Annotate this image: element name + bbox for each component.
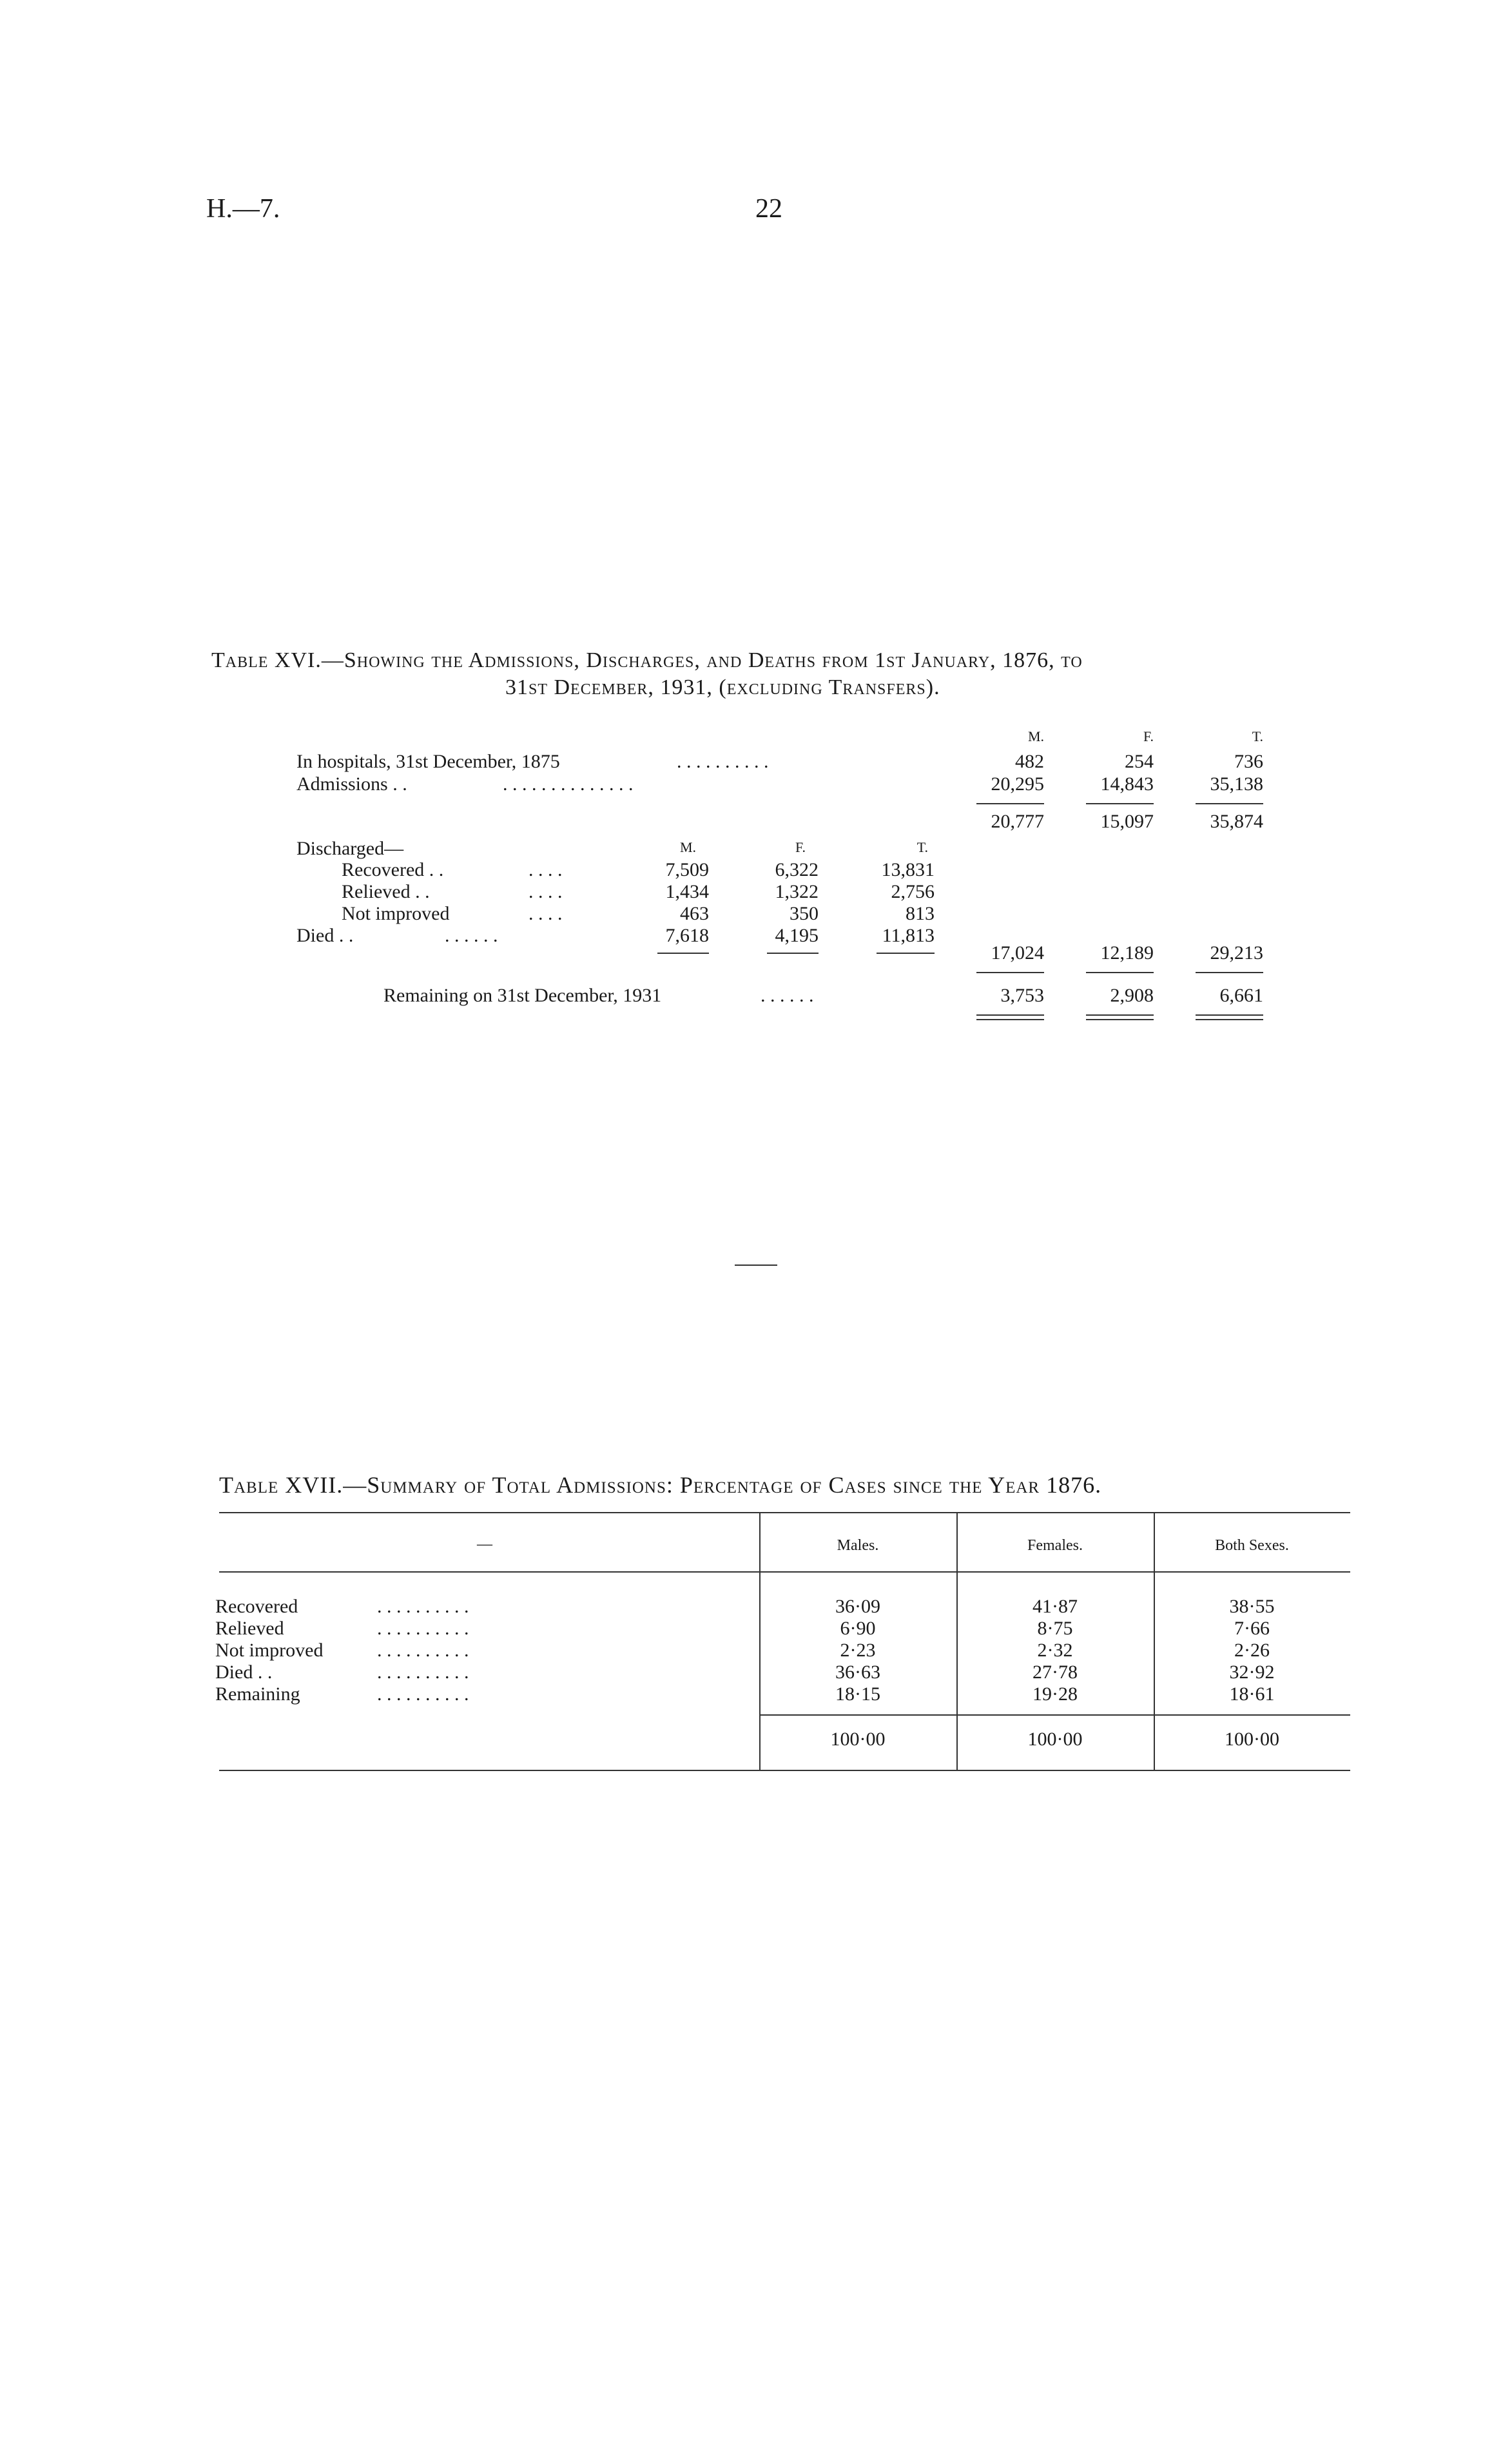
leader-dots: . . . . bbox=[528, 859, 563, 880]
stub-header: — bbox=[477, 1536, 492, 1553]
relieved-males: 6·90 bbox=[840, 1618, 876, 1639]
leader-dots: . . . . bbox=[528, 903, 563, 924]
leader-dots: . . . . bbox=[528, 881, 563, 902]
row-label-died: Died . . bbox=[215, 1662, 273, 1683]
col-header-total: T. bbox=[1252, 728, 1263, 744]
rule bbox=[767, 953, 819, 954]
died-males: 36·63 bbox=[835, 1662, 880, 1683]
double-rule bbox=[1196, 1014, 1263, 1020]
relieved-t: 2,756 bbox=[891, 881, 935, 902]
row-label-relieved: Relieved bbox=[215, 1618, 284, 1639]
died-m: 7,618 bbox=[665, 925, 709, 946]
recovered-t: 13,831 bbox=[881, 859, 935, 880]
not-improved-m: 463 bbox=[680, 903, 709, 924]
row-label: Died . . bbox=[296, 925, 354, 946]
relieved-f: 1,322 bbox=[775, 881, 819, 902]
leader-dots: . . . . . . . . . . bbox=[377, 1596, 469, 1617]
subtotal-m: 20,777 bbox=[991, 811, 1044, 832]
header-rule bbox=[219, 1571, 1350, 1573]
row-label-not-improved: Not improved bbox=[215, 1640, 324, 1661]
leader-dots: . . . . . . bbox=[445, 925, 498, 946]
double-rule bbox=[976, 1014, 1044, 1020]
remaining-label: Remaining on 31st December, 1931 bbox=[383, 985, 662, 1006]
leader-dots: . . . . . . . . . . . . . . bbox=[503, 773, 634, 795]
leader-dots: . . . . . . . . . . bbox=[677, 751, 769, 772]
table-xvi-title-line2: 31st December, 1931, (excluding Transfers). bbox=[505, 675, 940, 699]
table-xvii-title: Table XVII.—Summary of Total Admissions: Percentage of Cases since the Year 1876. bbox=[219, 1472, 1102, 1498]
rule bbox=[1196, 972, 1263, 973]
table-top-rule bbox=[219, 1512, 1350, 1513]
table-xvi-title-line1: Table XVI.—Showing the Admissions, Discharges, and Deaths from 1st January, 1876, to bbox=[211, 648, 1083, 672]
recovered-both: 38·55 bbox=[1229, 1596, 1275, 1617]
not-improved-both: 2·26 bbox=[1234, 1640, 1270, 1661]
not-improved-t: 813 bbox=[906, 903, 935, 924]
recovered-m: 7,509 bbox=[665, 859, 709, 880]
table-bottom-rule bbox=[219, 1770, 1350, 1771]
header-males: Males. bbox=[837, 1537, 879, 1554]
remaining-males: 18·15 bbox=[835, 1683, 880, 1705]
not-improved-females: 2·32 bbox=[1037, 1640, 1073, 1661]
row-label: Relieved . . bbox=[342, 881, 430, 902]
leader-dots: . . . . . . . . . . bbox=[377, 1683, 469, 1705]
sub-header-females: F. bbox=[795, 839, 806, 855]
died-f: 4,195 bbox=[775, 925, 819, 946]
total-males: 100·00 bbox=[830, 1729, 886, 1750]
section-separator bbox=[735, 1265, 777, 1266]
remaining-both: 18·61 bbox=[1229, 1683, 1275, 1705]
discharged-label: Discharged— bbox=[296, 838, 404, 859]
in-hospitals-label: In hospitals, 31st December, 1875 bbox=[296, 751, 560, 772]
recovered-females: 41·87 bbox=[1032, 1596, 1078, 1617]
not-improved-males: 2·23 bbox=[840, 1640, 876, 1661]
leader-dots: . . . . . . . . . . bbox=[377, 1662, 469, 1683]
rule bbox=[657, 953, 709, 954]
total-females: 100·00 bbox=[1027, 1729, 1083, 1750]
leader-dots: . . . . . . . . . . bbox=[377, 1640, 469, 1661]
relieved-females: 8·75 bbox=[1037, 1618, 1073, 1639]
total-both: 100·00 bbox=[1225, 1729, 1279, 1750]
in-hospitals-f: 254 bbox=[1125, 751, 1154, 772]
double-rule bbox=[1086, 1014, 1154, 1020]
rule bbox=[976, 803, 1044, 804]
in-hospitals-m: 482 bbox=[1015, 751, 1044, 772]
remaining-t: 6,661 bbox=[1219, 985, 1263, 1006]
died-both: 32·92 bbox=[1229, 1662, 1275, 1683]
relieved-m: 1,434 bbox=[665, 881, 709, 902]
document-reference: H.—7. bbox=[206, 194, 280, 224]
admissions-label: Admissions . . bbox=[296, 773, 407, 795]
relieved-both: 7·66 bbox=[1234, 1618, 1270, 1639]
header-females: Females. bbox=[1027, 1537, 1083, 1554]
rule bbox=[976, 972, 1044, 973]
recovered-f: 6,322 bbox=[775, 859, 819, 880]
discharged-total-m: 17,024 bbox=[991, 942, 1044, 964]
remaining-m: 3,753 bbox=[1000, 985, 1044, 1006]
admissions-m: 20,295 bbox=[991, 773, 1044, 795]
remaining-females: 19·28 bbox=[1032, 1683, 1078, 1705]
subtotal-f: 15,097 bbox=[1100, 811, 1154, 832]
discharged-total-f: 12,189 bbox=[1100, 942, 1154, 964]
rule bbox=[1086, 972, 1154, 973]
row-label-recovered: Recovered bbox=[215, 1596, 298, 1617]
in-hospitals-t: 736 bbox=[1234, 751, 1263, 772]
sub-header-males: M. bbox=[679, 839, 696, 855]
rule bbox=[877, 953, 935, 954]
remaining-f: 2,908 bbox=[1110, 985, 1154, 1006]
col-header-males: M. bbox=[1027, 728, 1044, 744]
col-header-females: F. bbox=[1143, 728, 1154, 744]
recovered-males: 36·09 bbox=[835, 1596, 880, 1617]
sub-header-total: T. bbox=[916, 839, 928, 855]
leader-dots: . . . . . . bbox=[761, 985, 814, 1006]
row-label-remaining: Remaining bbox=[215, 1683, 300, 1705]
subtotal-t: 35,874 bbox=[1210, 811, 1263, 832]
rule bbox=[1196, 803, 1263, 804]
leader-dots: . . . . . . . . . . bbox=[377, 1618, 469, 1639]
header-both-sexes: Both Sexes. bbox=[1215, 1537, 1289, 1554]
totals-rule bbox=[759, 1714, 1350, 1716]
discharged-total-t: 29,213 bbox=[1210, 942, 1263, 964]
admissions-f: 14,843 bbox=[1100, 773, 1154, 795]
row-label: Not improved bbox=[342, 903, 450, 924]
not-improved-f: 350 bbox=[790, 903, 819, 924]
rule bbox=[1086, 803, 1154, 804]
row-label: Recovered . . bbox=[342, 859, 444, 880]
died-t: 11,813 bbox=[882, 925, 935, 946]
page-number: 22 bbox=[755, 194, 782, 224]
died-females: 27·78 bbox=[1032, 1662, 1078, 1683]
admissions-t: 35,138 bbox=[1210, 773, 1263, 795]
